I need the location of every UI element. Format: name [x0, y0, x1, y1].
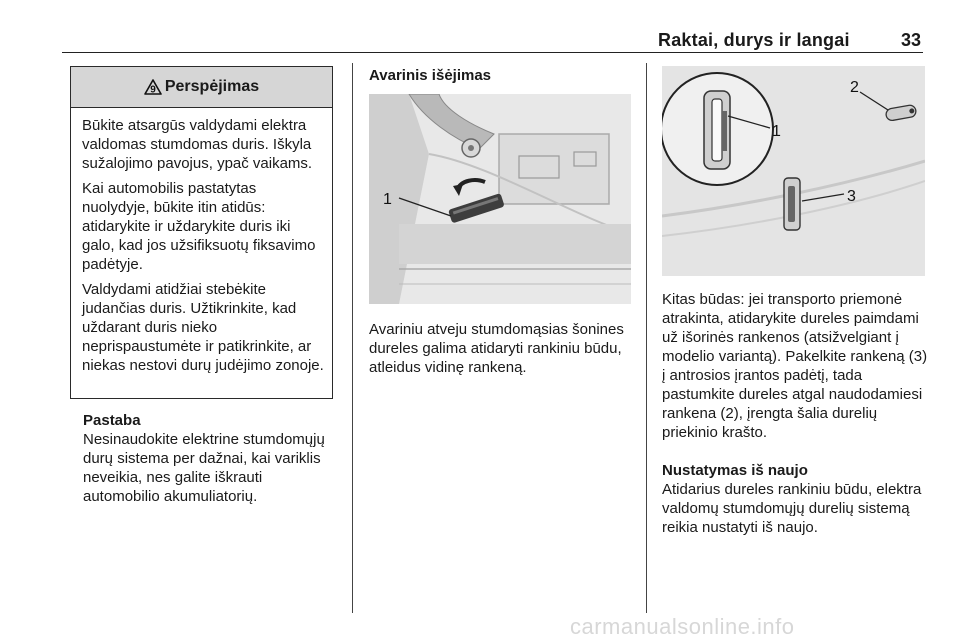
header-rule — [62, 52, 923, 53]
note-block — [83, 411, 343, 506]
figure-label: 2 — [850, 79, 859, 96]
note-title: Pastaba — [83, 412, 141, 429]
emergency-exit-title: Avarinis išėjimas — [369, 67, 492, 84]
exterior-handle-figure — [662, 66, 925, 276]
warning-title: Perspėjimas — [164, 78, 260, 95]
page-number: 33 — [901, 30, 922, 50]
right-column-text — [662, 290, 932, 537]
figure-label: 1 — [383, 191, 392, 208]
figure-label: 3 — [847, 188, 856, 205]
warning-paragraph: Kai automobilis pastatytas nuolydyje, būkite itin atidūs: atidarykite ir uždarykite duris iki galo, kad jos užsifiksuotų fiksavimo padėtyje. — [82, 180, 316, 273]
reset-text: Atidarius dureles rankiniu būdu, elektra valdomų stumdomųjų durelių sistemą reikia nustatyti iš naujo. — [662, 481, 922, 536]
emergency-exit-caption — [369, 320, 629, 377]
exterior-door-illustration — [662, 66, 925, 276]
caption-text: Avariniu atveju stumdomąsias šonines dureles galima atidaryti rankiniu būdu, atleidus vidinę rankeną. — [369, 321, 624, 376]
interior-release-figure — [369, 94, 631, 304]
page-header-title: Raktai, durys ir langai — [658, 30, 850, 50]
warning-header — [71, 67, 332, 108]
warning-box — [70, 66, 333, 399]
warning-paragraph: Valdydami atidžiai stebėkite judančias duris. Užtikrinkite, kad uždarant duris nieko neprispaustumėte ir patikrinkite, ar niekas nestovi durų judėjimo zonoje. — [82, 281, 324, 374]
figure-label: 1 — [772, 123, 781, 140]
warning-triangle-icon — [144, 79, 162, 95]
warning-paragraph: Būkite atsargūs valdydami elektra valdomas stumdomas duris. Iškyla sužalojimo pavojus, ypač vaikams. — [82, 117, 313, 172]
svg-text:9: 9 — [150, 84, 156, 95]
reset-title: Nustatymas iš naujo — [662, 462, 808, 479]
warning-body — [71, 108, 332, 375]
column-divider-left — [352, 63, 353, 613]
column-divider-right — [646, 63, 647, 613]
note-text: Nesinaudokite elektrine stumdomųjų durų sistema per dažnai, kai variklis neveikia, nes galite iškrauti automobilio akumuliatorių. — [83, 431, 325, 505]
alternative-method-text: Kitas būdas: jei transporto priemonė atrakinta, atidarykite dureles paimdami už išorinės rankenos (atsižvelgiant į modelio variantą). Pakelkite rankeną (3) į antrosios įrantos padėtį, tada pastumkite dureles atgal naudodamiesi rankena (2), įrengta šalia durelių priekinio krašto. — [662, 291, 928, 441]
watermark: carmanualsonline.info — [570, 614, 795, 639]
interior-door-illustration — [369, 94, 631, 304]
